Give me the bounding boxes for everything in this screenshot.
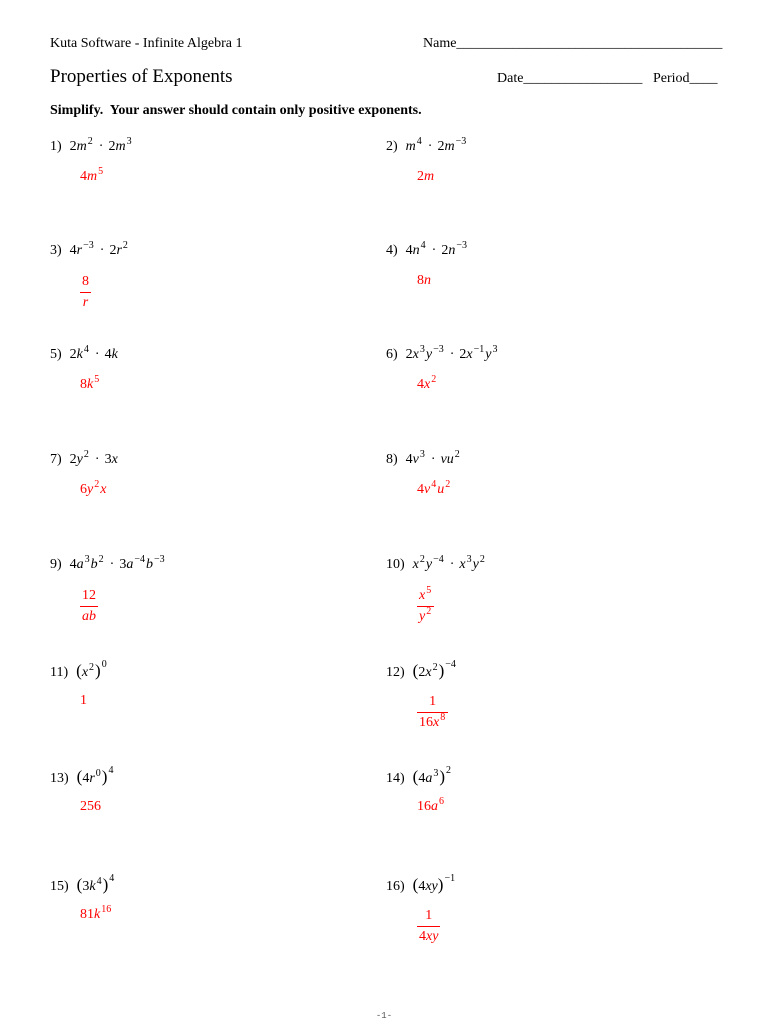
exponent: −3 (433, 344, 444, 355)
parenthesis: ( (76, 875, 83, 894)
exponent: 4 (431, 479, 437, 490)
exponent: −3 (153, 554, 165, 565)
exponent: 2 (89, 662, 95, 673)
variable: n (424, 273, 431, 288)
answer (80, 375, 100, 395)
variable: x (424, 377, 431, 392)
variable: x (459, 557, 466, 572)
exponent: 3 (419, 344, 425, 355)
times-operator: · (109, 557, 115, 572)
coefficient: 4 (417, 482, 424, 497)
coefficient: 2 (441, 243, 449, 258)
variable: x (433, 715, 440, 730)
variable: n (448, 243, 456, 258)
exponent: 2 (87, 136, 93, 147)
publisher-line: Kuta Software - Infinite Algebra 1 (50, 36, 243, 51)
worksheet-title: Properties of Exponents (50, 66, 233, 87)
answer (80, 586, 98, 627)
variable: ab (82, 609, 96, 624)
coefficient: 2 (405, 347, 413, 362)
problem-number: 16) (386, 879, 405, 894)
problem-number: 3) (50, 243, 62, 258)
fraction-numerator (427, 692, 438, 712)
problem-number: 11) (50, 665, 69, 680)
exponent: 2 (454, 449, 460, 460)
problem-number: 9) (50, 557, 62, 572)
variable: y (87, 482, 94, 497)
variable: b (90, 557, 98, 572)
answer-fraction (80, 272, 91, 313)
exponent: 2 (426, 606, 432, 617)
coefficient: 8 (82, 274, 89, 289)
answer-fraction (417, 692, 448, 733)
variable: a (425, 771, 433, 786)
coefficient: 3 (82, 879, 90, 894)
variable: x (412, 557, 419, 572)
answer (80, 797, 101, 817)
fraction-numerator (417, 586, 434, 606)
coefficient: 256 (80, 799, 101, 814)
problem-expression (76, 659, 108, 680)
parenthesis: ) (102, 875, 109, 894)
coefficient: 2 (69, 139, 77, 154)
coefficient: 4 (69, 243, 77, 258)
problem-expression (76, 873, 116, 894)
fraction-denominator (417, 607, 434, 627)
problem-question (386, 137, 467, 157)
problem-number: 8) (386, 452, 398, 467)
variable: r (76, 243, 83, 258)
coefficient: 4 (419, 929, 426, 944)
coefficient: 81 (80, 907, 94, 922)
problem-expression (405, 449, 461, 467)
problem-number: 14) (386, 771, 405, 786)
parenthesis: ( (412, 661, 419, 680)
variable: x (111, 452, 118, 467)
parenthesis: ) (95, 661, 101, 680)
variable: m (87, 169, 98, 184)
variable: a (76, 557, 84, 572)
exponent: −1 (473, 344, 485, 355)
problem-expression (405, 136, 468, 154)
variable: k (87, 377, 94, 392)
variable: x (466, 347, 473, 362)
exponent: 2 (446, 765, 452, 776)
answer (80, 691, 87, 711)
problem-question (386, 767, 452, 787)
coefficient: 2 (69, 452, 77, 467)
coefficient: 1 (425, 908, 433, 923)
problem-question (386, 555, 486, 575)
exponent: 2 (83, 449, 89, 460)
times-operator: · (94, 347, 100, 362)
parenthesis: ( (76, 767, 83, 786)
coefficient: 4 (82, 771, 90, 786)
problem-question (386, 345, 499, 365)
coefficient: 4 (104, 347, 112, 362)
coefficient: 1 (429, 694, 437, 709)
coefficient: 6 (80, 482, 87, 497)
problem-number: 12) (386, 665, 405, 680)
variable: r (89, 771, 95, 786)
parenthesis: ) (437, 875, 444, 894)
exponent: 4 (96, 876, 102, 887)
problem-number: 5) (50, 347, 62, 362)
coefficient: 1 (80, 693, 87, 708)
times-operator: · (431, 243, 437, 258)
problem-expression (412, 554, 486, 572)
exponent: 3 (419, 449, 425, 460)
exponent: 5 (94, 374, 100, 385)
variable: y (485, 347, 492, 362)
variable: n (412, 243, 420, 258)
problem-question (50, 450, 118, 470)
problem-question (50, 137, 133, 157)
problem-question (386, 241, 468, 261)
problem-expression (69, 240, 129, 258)
fraction-denominator (417, 927, 440, 947)
answer (80, 905, 112, 925)
variable: a (126, 557, 134, 572)
exponent: 2 (122, 240, 128, 251)
problem-expression (412, 873, 456, 894)
times-operator: · (430, 452, 436, 467)
page-number: -1- (375, 1011, 393, 1021)
variable: b (145, 557, 153, 572)
answer (417, 586, 434, 627)
times-operator: · (449, 557, 455, 572)
exponent: 0 (101, 659, 107, 670)
answer (80, 480, 106, 500)
problem-expression (76, 765, 115, 786)
exponent: −3 (83, 240, 94, 251)
exponent: 3 (466, 554, 472, 565)
coefficient: 8 (417, 273, 424, 288)
problem-question (50, 875, 115, 895)
variable: v (424, 482, 431, 497)
problem-expression (412, 765, 452, 786)
variable: y (76, 452, 83, 467)
exponent: 3 (492, 344, 498, 355)
answer-fraction (417, 906, 440, 947)
problem-question (50, 555, 166, 575)
parenthesis: ) (101, 767, 108, 786)
coefficient: 8 (80, 377, 87, 392)
fraction-numerator (80, 586, 98, 606)
problem-expression (405, 240, 468, 258)
coefficient: 2 (418, 665, 426, 680)
parenthesis: ( (412, 767, 419, 786)
problem-expression (69, 449, 118, 467)
problem-question (50, 345, 118, 365)
fraction-denominator (81, 293, 90, 313)
answer-fraction (417, 586, 434, 627)
date-field: Date_________________ (497, 71, 643, 86)
exponent: 3 (433, 768, 439, 779)
coefficient: 4 (418, 771, 426, 786)
fraction-numerator (80, 272, 91, 292)
coefficient: 4 (80, 169, 87, 184)
answer (417, 480, 451, 500)
variable: x (425, 665, 432, 680)
problem-expression (69, 554, 166, 572)
exponent: 4 (109, 873, 115, 884)
coefficient: 12 (82, 588, 96, 603)
exponent: 5 (98, 166, 104, 177)
variable: r (116, 243, 122, 258)
variable: k (111, 347, 118, 362)
coefficient: 2 (69, 347, 77, 362)
problem-expression (69, 344, 118, 362)
coefficient: 4 (405, 243, 413, 258)
exponent: 2 (431, 374, 437, 385)
coefficient: 3 (119, 557, 127, 572)
variable: x (419, 588, 426, 603)
answer (80, 272, 91, 313)
variable: y (419, 609, 426, 624)
answer (417, 375, 437, 395)
exponent: 0 (95, 768, 101, 779)
answer (80, 167, 104, 187)
variable: m (444, 139, 455, 154)
problem-number: 10) (386, 557, 405, 572)
variable: x (100, 482, 107, 497)
problem-expression (412, 659, 457, 680)
problem-question (50, 661, 108, 681)
exponent: 16 (101, 904, 112, 915)
exponent: 3 (126, 136, 132, 147)
times-operator: · (98, 139, 104, 154)
fraction-denominator (417, 713, 448, 733)
exponent: 2 (419, 554, 425, 565)
coefficient: 4 (417, 377, 424, 392)
exponent: 5 (426, 585, 432, 596)
coefficient: 16 (417, 799, 431, 814)
variable: u (437, 482, 445, 497)
instructions: Simplify. Your answer should contain only positive exponents. (50, 103, 422, 118)
coefficient: 4 (405, 452, 413, 467)
exponent: 2 (445, 479, 451, 490)
problem-number: 1) (50, 139, 62, 154)
answer-fraction (80, 586, 98, 627)
coefficient: 2 (417, 169, 424, 184)
period-field: Period____ (653, 71, 718, 86)
variable: x (412, 347, 419, 362)
exponent: 2 (94, 479, 100, 490)
variable: xy (426, 929, 439, 944)
answer (417, 797, 445, 817)
problem-question (386, 661, 457, 681)
answer (417, 692, 448, 733)
coefficient: 2 (459, 347, 467, 362)
exponent: 3 (84, 554, 90, 565)
times-operator: · (449, 347, 455, 362)
answer (417, 271, 431, 291)
fraction-denominator (80, 607, 98, 627)
parenthesis: ) (438, 661, 445, 680)
variable: m (405, 139, 416, 154)
coefficient: 4 (69, 557, 77, 572)
exponent: 2 (432, 662, 438, 673)
problem-number: 15) (50, 879, 69, 894)
exponent: 6 (439, 796, 444, 807)
coefficient: 16 (419, 715, 433, 730)
times-operator: · (99, 243, 105, 258)
exponent: 2 (479, 554, 485, 565)
problem-expression (69, 136, 133, 154)
coefficient: 2 (109, 243, 117, 258)
exponent: −3 (455, 136, 467, 147)
parenthesis: ) (439, 767, 446, 786)
exponent: −3 (456, 240, 467, 251)
exponent: −4 (433, 554, 444, 565)
variable: m (76, 139, 87, 154)
coefficient: 4 (418, 879, 426, 894)
exponent: 4 (83, 344, 89, 355)
variable: xy (425, 879, 438, 894)
coefficient: 2 (108, 139, 116, 154)
variable: k (94, 907, 101, 922)
exponent: 4 (416, 136, 422, 147)
answer (417, 167, 434, 187)
exponent: 4 (420, 240, 426, 251)
times-operator: · (94, 452, 100, 467)
coefficient: 3 (104, 452, 112, 467)
exponent: −4 (445, 659, 456, 670)
fraction-numerator (423, 906, 434, 926)
variable: r (82, 295, 89, 310)
parenthesis: ( (412, 875, 419, 894)
problem-question (50, 241, 129, 261)
problem-question (50, 767, 114, 787)
variable: y (425, 347, 433, 362)
problem-question (386, 450, 461, 470)
coefficient: 2 (437, 139, 445, 154)
problem-number: 6) (386, 347, 398, 362)
exponent: 2 (98, 554, 104, 565)
problem-question (386, 875, 456, 895)
times-operator: · (427, 139, 433, 154)
variable: x (81, 665, 89, 680)
variable: m (115, 139, 126, 154)
exponent: −4 (134, 554, 145, 565)
problem-number: 4) (386, 243, 398, 258)
exponent: −1 (444, 873, 456, 884)
parenthesis: ( (76, 661, 82, 680)
problem-number: 2) (386, 139, 398, 154)
variable: k (89, 879, 96, 894)
variable: y (472, 557, 479, 572)
variable: vu (440, 452, 454, 467)
variable: m (424, 169, 435, 184)
name-field: Name______________________________________ (423, 36, 723, 51)
exponent: 4 (108, 765, 114, 776)
variable: v (412, 452, 419, 467)
variable: y (425, 557, 433, 572)
problem-number: 13) (50, 771, 69, 786)
problem-number: 7) (50, 452, 62, 467)
variable: k (76, 347, 83, 362)
variable: a (431, 799, 438, 814)
problem-expression (405, 344, 499, 362)
answer (417, 906, 440, 947)
exponent: 8 (440, 712, 446, 723)
